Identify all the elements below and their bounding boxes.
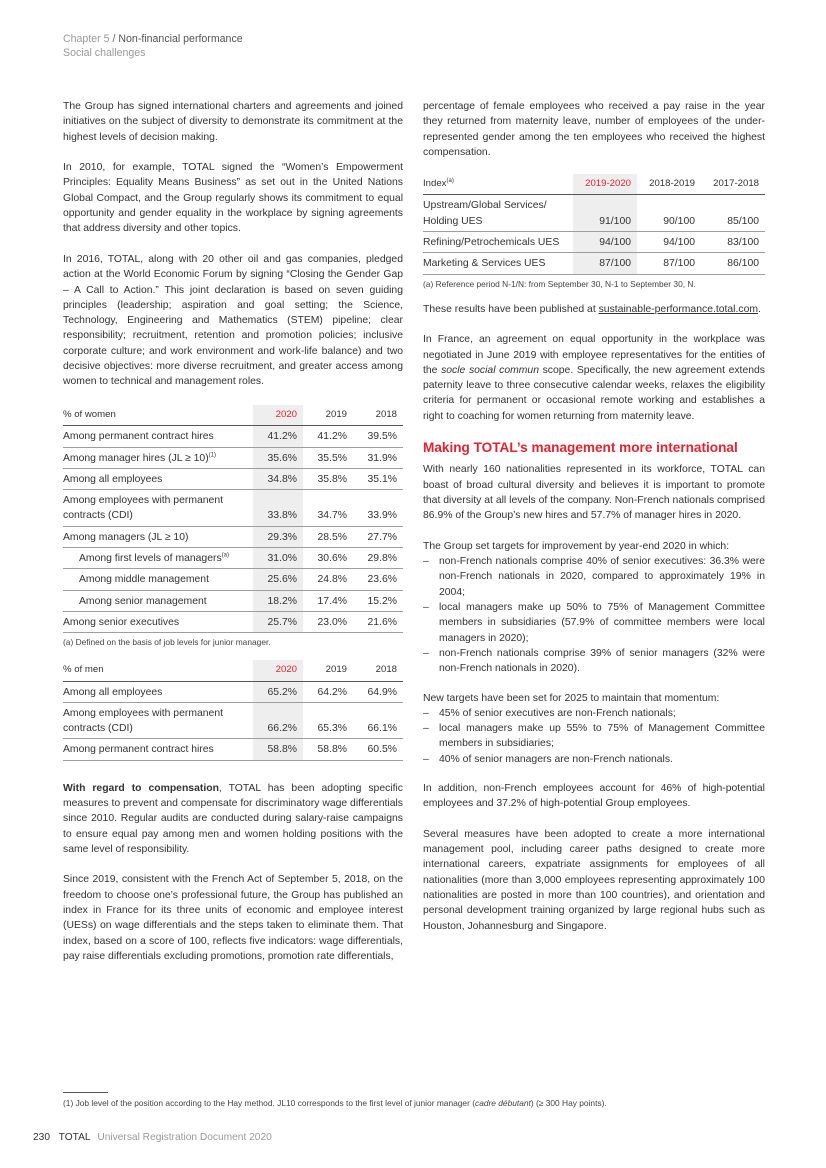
paragraph: In addition, non-French employees account for 46% of high-potential employees and 37.2% of high-potential Group employees. <box>423 782 765 810</box>
value-cell: 87/100 <box>573 253 637 274</box>
table-header-cell: Index$^{(a)}$ <box>423 174 573 195</box>
value-cell: 23.0% <box>303 611 353 632</box>
footnote-ref: (a) <box>446 178 454 184</box>
website-link[interactable]: sustainable-performance.total.com <box>598 303 759 315</box>
value-cell: 41.2% <box>253 426 303 447</box>
value-cell: 90/100 <box>637 195 701 232</box>
table-header-row <box>63 405 403 426</box>
value-cell: 87/100 <box>637 253 701 274</box>
table-row <box>63 681 403 702</box>
table-row <box>63 447 403 468</box>
footnote-ref: (a) <box>221 552 229 559</box>
paragraph: New targets have been set for 2025 to maintain that momentum: <box>423 692 720 704</box>
value-cell: 33.9% <box>353 490 403 527</box>
chapter-line <box>63 33 243 47</box>
table-row <box>63 490 403 527</box>
paragraph: Since 2019, consistent with the French Act of September 5, 2018, on the freedom to choose one’s professional future, the Group has published an index in France for its three units of economic and employee interest (UESs) on wage differentials and the steps taken to eliminate them. That index, based on a score of 100, reflects five indicators: wage differentials, pay raise differentials excluding promotions, promotion rate differentials, <box>63 874 403 962</box>
row-label: Among employees with permanent contracts (CDI) <box>63 702 253 739</box>
row-label: Marketing & Services UES <box>423 253 573 274</box>
table-row <box>63 702 403 739</box>
footnote-divider <box>63 1092 108 1093</box>
table-row <box>423 195 765 232</box>
footnote-ref: (1) <box>208 452 217 459</box>
value-cell: 64.9% <box>353 681 403 702</box>
value-cell: 30.6% <box>303 548 353 569</box>
page-footnote: (1) Job level of the position according to the Hay method. JL10 corresponds to the first level of junior manager (cadre débutant) (≥ 300 Hay points). <box>63 1098 607 1108</box>
value-cell: 85/100 <box>701 195 765 232</box>
value-cell: 18.2% <box>253 590 303 611</box>
table-header-cell: % of women <box>63 405 253 426</box>
page-footer <box>33 1131 272 1144</box>
table-row <box>63 590 403 611</box>
table-note: (a) Reference period N-1/N: from September 30, N-1 to September 30, N. <box>423 278 696 289</box>
list-item: – local managers make up 55% to 75% of Management Committee members in subsidiaries; <box>423 721 765 752</box>
value-cell: 24.8% <box>303 569 353 590</box>
paragraph: The Group has signed international charters and agreements and joined initiatives on the subject of diversity to demonstrate its commitment at the highest levels of decision making. <box>63 101 403 143</box>
targets-2025-list <box>423 706 765 767</box>
value-cell: 35.8% <box>303 468 353 489</box>
value-cell: 29.3% <box>253 526 303 547</box>
table-row <box>423 253 765 274</box>
table-header-cell: 2017-2018 <box>701 174 765 195</box>
list-item: – 45% of senior executives are non-French nationals; <box>423 706 765 721</box>
value-cell: 66.1% <box>353 702 403 739</box>
table-row <box>63 526 403 547</box>
value-cell: 31.0% <box>253 548 303 569</box>
value-cell: 25.7% <box>253 611 303 632</box>
value-cell: 39.5% <box>353 426 403 447</box>
index-table-block <box>423 174 765 289</box>
row-label: Among permanent contract hires <box>63 739 253 760</box>
page-number: 230 <box>33 1132 50 1143</box>
paragraph: percentage of female employees who received a pay raise in the year they returned from maternity leave, number of employees of the under-represented gender among the ten employees who received the highest compensation. <box>423 101 765 158</box>
value-cell: 94/100 <box>573 232 637 253</box>
value-cell: 34.7% <box>303 490 353 527</box>
page-header <box>63 33 243 60</box>
table-header-cell: 2019-2020 <box>573 174 637 195</box>
table-row <box>63 739 403 760</box>
value-cell: 35.6% <box>253 447 303 468</box>
value-cell: 65.3% <box>303 702 353 739</box>
table-row <box>63 468 403 489</box>
list-item: – 40% of senior managers are non-French nationals. <box>423 752 765 767</box>
table-header-cell: 2018 <box>353 660 403 681</box>
table-note: (a) Defined on the basis of job levels for junior manager. <box>63 637 271 648</box>
row-label: Among middle management <box>63 569 253 590</box>
value-cell: 31.9% <box>353 447 403 468</box>
table-row <box>63 611 403 632</box>
value-cell: 17.4% <box>303 590 353 611</box>
chapter-title: Non-financial performance <box>118 33 243 45</box>
paragraph: With regard to compensation, TOTAL has been adopting specific measures to prevent and compensate for discriminatory wage differentials since 2010. Regular audits are conducted during salary-raise campaigns to ensure equal pay among men and women holding positions with the same level of responsibility. <box>63 782 404 855</box>
value-cell: 35.1% <box>353 468 403 489</box>
row-label: Among all employees <box>63 681 253 702</box>
men-table-block <box>63 660 403 760</box>
paragraph: In France, an agreement on equal opportunity in the workplace was negotiated in June 2019 with employee representatives for the entities of the socle social commun scope. Specifically, the new agreement extends paternity leave to three consecutive calendar weeks, relaxes the eligibility criteria for permanent or occasional remote working and establishes a right to coaching for women returning from maternity leave. <box>423 334 765 422</box>
row-label: Among manager hires (JL ≥ 10)$^{(1)}$ <box>63 447 253 468</box>
value-cell: 58.8% <box>253 739 303 760</box>
paragraph: With nearly 160 nationalities represented in its workforce, TOTAL can boast of broad cultural diversity and believes it is important to promote that diversity at all levels of the company. Non-French nationals comprised 86.9% of the Group’s new hires and 57.7% of manager hires in 2020. <box>423 464 765 522</box>
value-cell: 15.2% <box>353 590 403 611</box>
value-cell: 64.2% <box>303 681 353 702</box>
value-cell: 60.5% <box>353 739 403 760</box>
value-cell: 29.8% <box>353 548 403 569</box>
chapter-label: Chapter 5 <box>63 33 110 45</box>
value-cell: 21.6% <box>353 611 403 632</box>
table-header-row <box>423 174 765 195</box>
value-cell: 34.8% <box>253 468 303 489</box>
value-cell: 27.7% <box>353 526 403 547</box>
value-cell: 83/100 <box>701 232 765 253</box>
row-label: Among employees with permanent contracts (CDI) <box>63 490 253 527</box>
table-header-cell: % of men <box>63 660 253 681</box>
men-table <box>63 660 403 760</box>
list-item: – non-French nationals comprise 40% of senior executives: 36.3% were non-French nationals in 2020, compared to approximately 19% in 2004; <box>423 554 765 600</box>
value-cell: 65.2% <box>253 681 303 702</box>
value-cell: 33.8% <box>253 490 303 527</box>
value-cell: 94/100 <box>637 232 701 253</box>
paragraph: These results have been published at sustainable-performance.total.com. <box>423 303 761 315</box>
footer-brand: TOTAL <box>58 1132 91 1143</box>
table-row <box>63 548 403 569</box>
value-cell: 91/100 <box>573 195 637 232</box>
table-row <box>423 232 765 253</box>
chapter-separator: / <box>112 33 116 45</box>
section-title: Social challenges <box>63 46 146 59</box>
row-label: Among senior executives <box>63 611 253 632</box>
paragraph: The Group set targets for improvement by year-end 2020 in which: <box>423 540 730 552</box>
table-header-cell: 2020 <box>253 660 303 681</box>
list-item: – non-French nationals comprise 39% of senior managers (32% were non-French nationals in 2020). <box>423 646 765 677</box>
value-cell: 28.5% <box>303 526 353 547</box>
left-column <box>63 99 403 980</box>
table-header-cell: 2020 <box>253 405 303 426</box>
table-header-cell: 2018-2019 <box>637 174 701 195</box>
section-heading: Making TOTAL’s management more international <box>423 440 738 456</box>
right-column <box>423 99 765 949</box>
row-label: Among first levels of managers$^{(a)}$ <box>63 548 253 569</box>
table-header-cell: 2019 <box>303 405 353 426</box>
value-cell: 35.5% <box>303 447 353 468</box>
row-label: Among all employees <box>63 468 253 489</box>
table-row <box>63 569 403 590</box>
value-cell: 66.2% <box>253 702 303 739</box>
row-label: Among senior management <box>63 590 253 611</box>
table-header-cell: 2018 <box>353 405 403 426</box>
value-cell: 58.8% <box>303 739 353 760</box>
women-table-block <box>63 405 403 648</box>
row-label: Among managers (JL ≥ 10) <box>63 526 253 547</box>
list-item: – local managers make up 50% to 75% of Management Committee members in subsidiaries (57.9% of committee members were local managers in 2020); <box>423 600 765 646</box>
table-header-row <box>63 660 403 681</box>
bold-lead: With regard to compensation <box>63 782 219 794</box>
value-cell: 41.2% <box>303 426 353 447</box>
value-cell: 23.6% <box>353 569 403 590</box>
targets-2020-list <box>423 554 765 676</box>
paragraph: In 2010, for example, TOTAL signed the “Women’s Empowerment Principles: Equality Means Business” as set out in the United Nations Global Compact, and the Group regularly shows its commitment to equal opportunity and gender equality in the workplace by signing agreements that address diversity and other topics. <box>63 162 403 235</box>
value-cell: 86/100 <box>701 253 765 274</box>
row-label: Refining/Petrochemicals UES <box>423 232 573 253</box>
index-table <box>423 174 765 274</box>
footer-document-title: Universal Registration Document 2020 <box>97 1132 272 1143</box>
table-header-cell: 2019 <box>303 660 353 681</box>
paragraph: Several measures have been adopted to create a more international management pool, including career paths designed to create more international careers, expatriate assignments for employees of all nationalities (more than 3,000 employees representing approximately 100 nationalities are posted in more than 100 countries), and orientation and personal development training organized by large regional hubs such as Houston, Johannesburg and Singapore. <box>423 828 765 932</box>
row-label: Among permanent contract hires <box>63 426 253 447</box>
women-table <box>63 405 403 633</box>
table-row <box>63 426 403 447</box>
row-label: Upstream/Global Services/ Holding UES <box>423 195 573 232</box>
value-cell: 25.6% <box>253 569 303 590</box>
paragraph: In 2016, TOTAL, along with 20 other oil and gas companies, pledged action at the World Economic Forum by signing “Closing the Gender Gap – A Call to Action.” This joint declaration is based on seven guiding principles (leadership; aspiration and goal setting; the Science, Technology, Engineering and Mathematics (STEM) pipeline; clear responsibility; recruitment, retention and promotion policies; inclusive corporate culture; and work environment and work-life balance) and two decisive objectives: more diverse recruitment, and greater access among women to technical and management roles. <box>63 253 403 388</box>
